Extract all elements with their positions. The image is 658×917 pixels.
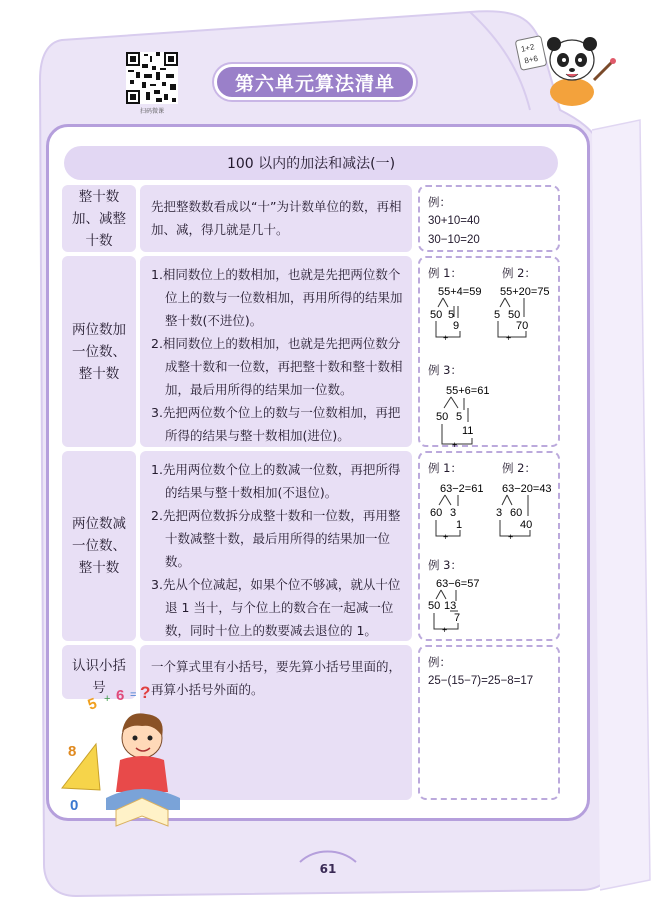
row-name-2: 两位数加一位数、整十数: [62, 256, 136, 447]
example-line: 25−(15−7)=25−8=17: [428, 675, 534, 687]
svg-text:1+2: 1+2: [520, 42, 536, 54]
plus-sign: +: [506, 333, 512, 343]
example-label: 例 2：: [501, 461, 536, 475]
svg-text:8: 8: [68, 743, 77, 760]
qr-caption: 扫码微课: [139, 108, 164, 115]
unit-title: 第六单元算法清单: [214, 64, 416, 100]
desc-item: 1.先用两位数个位上的数减一位数，再把所得的结果与整十数相加(不退位)。: [151, 462, 401, 500]
split-part: 40: [520, 519, 533, 531]
split-part: 50: [430, 309, 443, 321]
plus-sign: +: [508, 532, 514, 542]
row-example-3: [418, 451, 560, 641]
plus-sign: +: [452, 440, 458, 450]
page-number: 61: [319, 862, 337, 876]
example-label: 例：: [428, 195, 451, 209]
plus-sign: +: [442, 625, 448, 635]
split-diagram-add-3: [428, 380, 554, 452]
svg-text:8+6: 8+6: [523, 53, 539, 66]
desc-text: 一个算式里有小括号，要先算小括号里面的，再算小括号外面的。: [151, 659, 402, 697]
split-diagram-sub-1-2: [428, 478, 554, 550]
desc-item: 3.先从个位减起，如果个位不够减，就从十位退 1 当十，与个位上的数合在一起减一位数，同时十位上的数要减去退位的 1。: [151, 577, 401, 638]
table-title: 100 以内的加法和减法(一): [64, 146, 558, 180]
example-label: 例 3：: [428, 363, 462, 377]
split-part: 5: [448, 309, 455, 321]
split-part: 50: [436, 411, 449, 423]
panda-mascot-icon: [514, 20, 624, 110]
desc-item: 3.先把两位数个位上的数与一位数相加，再把所得的结果与整十数相加(进位)。: [151, 405, 401, 443]
row-name-1: 整十数加、减整十数: [62, 185, 136, 252]
split-part: 13: [444, 600, 457, 612]
equation: 63−6=57: [436, 578, 480, 590]
row-name-4: 认识小括号: [62, 645, 136, 699]
example-label: 例 2：: [501, 266, 536, 280]
desc-text: 先把整数数看成以“十”为计数单位的数，再相加、减，得几就是几十。: [151, 199, 402, 237]
split-part: 9: [453, 320, 460, 332]
split-part: 50: [508, 309, 521, 321]
row-example-2: [418, 256, 560, 450]
equation: 63−20=43: [502, 483, 552, 495]
svg-text:0: 0: [70, 797, 79, 814]
split-part: 70: [516, 320, 529, 332]
split-part: 60: [430, 507, 443, 519]
split-part: 11: [462, 425, 474, 437]
split-part: 3: [496, 507, 503, 519]
row-example-4: [418, 645, 560, 800]
row-desc-3: [140, 451, 412, 641]
desc-item: 1.相同数位上的数相加，也就是先把两位数个位上的数与一位数相加，再用所得的结果加整十数(不进位)。: [151, 267, 403, 328]
desc-item: 2.相同数位上的数相加，也就是先把两位数分成整十数和一位数，再把整十数和整十数相加，最后用所得的结果加一位数。: [151, 336, 403, 397]
example-line: 30−10=20: [428, 234, 480, 246]
split-part: 60: [510, 507, 523, 519]
row-name-3: 两位数减一位数、整十数: [62, 451, 136, 641]
svg-text:6: 6: [116, 687, 125, 704]
row-example-1: [418, 185, 560, 252]
row-desc-2: [140, 256, 412, 447]
svg-text:=: =: [130, 689, 137, 701]
split-diagram-sub-3: [428, 575, 554, 641]
equation: 63−2=61: [440, 483, 484, 495]
equation: 55+4=59: [438, 286, 482, 298]
example-label: 例 3：: [428, 558, 462, 572]
equation: 55+20=75: [500, 286, 550, 298]
split-diagram-add-1-2: [428, 283, 554, 355]
svg-text:5: 5: [85, 694, 100, 714]
split-part: 5: [456, 411, 463, 423]
split-part: 50: [428, 600, 441, 612]
split-part: 1: [456, 519, 463, 531]
svg-text:?: ?: [140, 683, 151, 702]
split-part: 3: [450, 507, 457, 519]
example-label: 例 1：: [428, 461, 462, 475]
qr-code[interactable]: [126, 52, 178, 104]
split-part: 7: [454, 612, 461, 624]
boy-reading-illustration-icon: [56, 680, 196, 830]
example-label: 例 1：: [428, 266, 462, 280]
desc-item: 2.先把两位数拆分成整十数和一位数，再用整十数减整十数，最后用所得的结果加一位数。: [151, 508, 401, 569]
svg-text:+: +: [104, 693, 111, 705]
split-part: 5: [494, 309, 501, 321]
plus-sign: +: [443, 532, 449, 542]
row-desc-1: [140, 185, 412, 252]
equation: 55+6=61: [446, 385, 490, 397]
example-label: 例：: [428, 655, 451, 669]
plus-sign: +: [443, 333, 449, 343]
example-line: 30+10=40: [428, 215, 480, 227]
